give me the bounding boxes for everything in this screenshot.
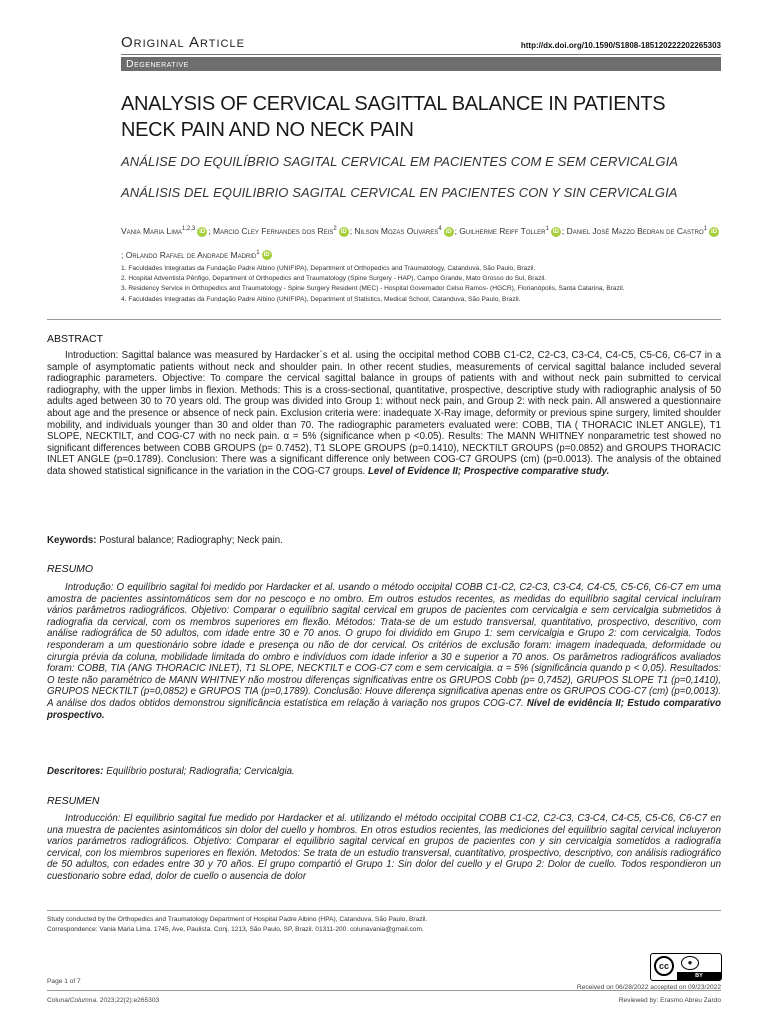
subtitle-spanish: ANÁLISIS DEL EQUILIBRIO SAGITAL CERVICAL EN PACIENTES CON Y SIN CERVICALGIA (121, 185, 678, 200)
nivel-de-evidencia: Nível de evidência II; Estudo comparativo prospectivo. (47, 697, 721, 721)
page-number: Page 1 of 7 (47, 978, 81, 985)
orcid-icon[interactable]: iD (711, 228, 718, 235)
orcid-icon[interactable]: iD (199, 228, 206, 235)
abstract-text: Introduction: Sagittal balance was measured by Hardacker`s et al. using the occipital method COBB C1-C2, C2-C3, C3-C4, C4-C5, C5-C6, C6-C7 in a sample of asymptomatic patients without neck and shoulder pain. In other recent studies, measurements of cervical sagittal balance included several radiographic parameters. Objective: To compare the cervical sagittal balance in groups of patients with and without neck pain submitted to cervical radiography, with the upper limbs in flexion. Methods: This is a cross-sectional, quantitative, prospective, descriptive study with radiographic analysis of 50 adults aged between 30 to 70 years old. The group was divided into Group 1: without neck pain, and Group 2: with neck pain. All answered a questionnaire about age and the presence or absence of neck pain. Exclusion criteria were: inadequate X-Ray image, deformity or previous spine surgery, limited shoulder mobility, and individuals younger than 30 and older than 70. The radiographic parameters evaluated were: COBB, TIA ( THORACIC INLET ANGLE), T1 SLOPE, NECKTILT, and COG-C7 with no neck pain. α = 5% (significance when p <0.05). Results: The MANN WHITNEY nonparametric test showed no significant differences between COBB GROUPS (p= 0.7452), T1 SLOPE GROUPS (p=0.1410), NECKTILT GROUPS (p=0.0852) and GROUPS THORACIC INLET ANGLE (p=0.1789). Conclusion: There was a significant difference only between COG-C7 GROUPS (cm) (p=0.0013). The analysis of the obtained data showed statistical significance in the variation in the COG-C7 groups. (47, 350, 721, 477)
attribution-person-icon: ● (681, 956, 699, 970)
section-band (121, 57, 721, 71)
descritores-label: Descritores: (47, 766, 104, 777)
orcid-icon[interactable]: iD (552, 228, 559, 235)
affiliation-item: 4. Faculdades Integradas da Fundação Padre Albino (UNIFIPA), Department of Statistics, Medical School, Catanduva, São Paulo, Brazil. (121, 295, 521, 303)
author-affiliation-sup: 1,2,3 (181, 226, 196, 232)
author-affiliation-sup: 1 (256, 249, 260, 256)
received-dates: Received on 06/28/2022 accepted on 09/23/2022 (576, 984, 721, 991)
affiliation-item: 2. Hospital Adventista Pênfigo, Department of Orthopedics and Traumatology (Spine Surgery - HAP), Campo Grande, Mato Grosso do Sul, Brazil. (121, 275, 547, 283)
correspondence-note: Correspondence: Vania Maria Lima. 1745, Ave, Paulista. Conj. 1213, São Paulo, SP, Brazil. 01311-200. colunavania@gmail.com. (47, 926, 424, 933)
footnote-block (47, 915, 721, 935)
resumen-text: Introducción: El equilibrio sagital fue medido por Hardacker et al. utilizando el método occipital COBB C1-C2, C2-C3, C3-C4, C4-C5, C5-C6, C6-C7 en una muestra de pacientes asintomáticos sin dolor del cuello y hombros. En otros estudios recientes, las mediciones del equilibrio sagital cervical incluyeron varios parámetros radiográficos. Objetivo: Comparar el equilibrio sagital cervical en grupos de pacientes con y sin cervicalgia sometidos a radiografía cervical, con los miembros superiores en flexión. Metodos: Se trata de un estudio transversal, cuantitativo, prospectivo, descriptivo, con análisis radiográfico de 50 adultos, con edades entre 30 y 70 años. El grupo compartió el Grupo 1: Sin dolor del cuello y el Grupo 2: Dolor de cuello. Todos respondieron un cuestionario sobre edad, dolor de cuello o ausencia de dolor (47, 813, 721, 882)
author-name: Daniel José Mazzo Bedran de Castro (566, 225, 704, 236)
author-separator: ; (121, 249, 126, 260)
author-affiliation-sup: 1 (545, 226, 549, 232)
abstract-heading: ABSTRACT (47, 333, 104, 345)
footnote-divider (47, 910, 721, 911)
author-separator: ; (349, 225, 355, 236)
subtitle-portuguese: ANÁLISE DO EQUILÍBRIO SAGITAL CERVICAL EM PACIENTES COM E SEM CERVICALGIA (121, 154, 679, 169)
orcid-icon[interactable]: iD (263, 252, 270, 259)
resumen-body (47, 813, 721, 893)
author-separator: ; (454, 225, 460, 236)
affiliation-item: 3. Residency Service in Orthopedics and Traumatology - Spine Surgery Resident (MEC) - Hospital Governador Celso Ramos- (HGCR), Florianópolis, Santa Catarina, Brazil. (121, 285, 625, 293)
author-list (121, 218, 721, 266)
resumo-body (47, 582, 721, 721)
reviewer-line: Reviewed by: Erasmo Abreu Zardo (618, 997, 721, 1004)
author-name: Guilherme Reiff Toller (459, 225, 546, 236)
orcid-icon[interactable]: iD (340, 228, 347, 235)
descritores-line (47, 766, 721, 777)
doi-link[interactable]: http://dx.doi.org/10.1590/S1808-185120222202265303 (520, 41, 721, 50)
header-rule (121, 54, 721, 55)
author-affiliation-sup: 4 (438, 226, 442, 232)
creative-commons-badge[interactable] (650, 953, 722, 981)
keywords-label: Keywords: (47, 535, 97, 546)
level-of-evidence: Level of Evidence II; Prospective comparative study. (367, 465, 610, 477)
keywords-text: Postural balance; Radiography; Neck pain. (99, 535, 283, 546)
section-label: Degenerative (126, 58, 189, 70)
affiliation-item: 1. Faculdades Integradas da Fundação Padre Albino (UNIFIPA), Department of Orthopedics and Traumatology, Catanduva, São Paulo, Brazil. (121, 265, 536, 272)
article-type-label: Original Article (121, 34, 245, 51)
study-note: Study conducted by the Orthopedics and Traumatology Department of Hospital Padre Albino (HPA), Catanduva, São Paulo, Brazil. (47, 916, 428, 923)
affiliation-list (121, 264, 721, 305)
author-name: Nilson Mozas Olivares (354, 225, 439, 236)
author-name: Vania Maria Lima (121, 225, 182, 236)
descritores-text: Equilíbrio postural; Radiografia; Cervicalgia. (106, 766, 295, 777)
resumo-text: Introdução: O equilíbrio sagital foi medido por Hardacker et al. usando o método occipital COBB C1-C2, C2-C3, C3-C4, C4-C5, C5-C6, C6-C7 em uma amostra de pacientes assintomáticos sem dor no pescoço e no ombro. Em outros estudos recentes, as medidas do equilíbrio sagital cervical incluíram vários parâmetros radiográficos. Objetivo: Comparar o equilíbrio sagital cervical em grupos de pacientes com cervicalgia e sem cervicalgia submetidos à radiografia da cervical, com os membros superiores em flexão. Métodos: Trata-se de um estudo transversal, quantitativo, prospectivo, descritivo, com análise radiográfica de 50 adultos, com idade entre 30 e 70 anos. O grupo foi dividido em Grupo 1: sem cervicalgia e Grupo 2: com cervicalgia. Todos responderam a um questionário sobre idade e presença ou não de dor cervical. Os critérios de exclusão foram: imagem inadequada, deformidade ou cirurgia prévia da coluna, mobilidade limitada do ombro e indivíduos com idade inferior a 30 e superior a 70 anos. Os parâmetros radiográficos avaliados foram: COBB, TIA (ANG THORACIC INLET), T1 SLOPE, NECKTILT e COG-C7 com e sem cervicalgia. α = 5% (significância quando p < 0,05). Resultados: O teste não paramétrico de MANN WHITNEY não mostrou diferenças significativas entre os GRUPOS Cobb (p= 0,7452), GRUPOS SLOPE T1 (p=0,1410), GRUPOS NECKTILT (p=0,0852) e GRUPOS TIA (p=0,1789). Conclusão: Houve diferença significativa apenas entre os GRUPOS COG-C7 (cm) (p=0,0013). A análise dos dados obtidos demonstrou significância estatística em relação à variação nos grupos COG-C7. (47, 582, 721, 709)
abstract-body (47, 350, 721, 478)
author-separator: ; (561, 225, 567, 236)
author-name: Orlando Rafael de Andrade Madrid (125, 249, 257, 260)
cc-icon: cc (654, 956, 674, 976)
author-affiliation-sup: 2 (333, 226, 337, 232)
section-divider (47, 319, 721, 320)
author-affiliation-sup: 1 (703, 226, 708, 232)
article-title: ANALYSIS OF CERVICAL SAGITTAL BALANCE IN PATIENTS NECK PAIN AND NO NECK PAIN (121, 93, 666, 141)
resumen-heading: RESUMEN (47, 795, 100, 807)
journal-citation: Coluna/Columna. 2023;22(2):e265303 (47, 997, 160, 1004)
cc-by-label: BY (677, 972, 721, 980)
keywords-line (47, 535, 721, 546)
author-name: Marcio Cley Fernandes dos Reis (212, 225, 334, 236)
resumo-heading: RESUMO (47, 563, 94, 575)
orcid-icon[interactable]: iD (445, 228, 452, 235)
author-separator: ; (208, 225, 213, 236)
